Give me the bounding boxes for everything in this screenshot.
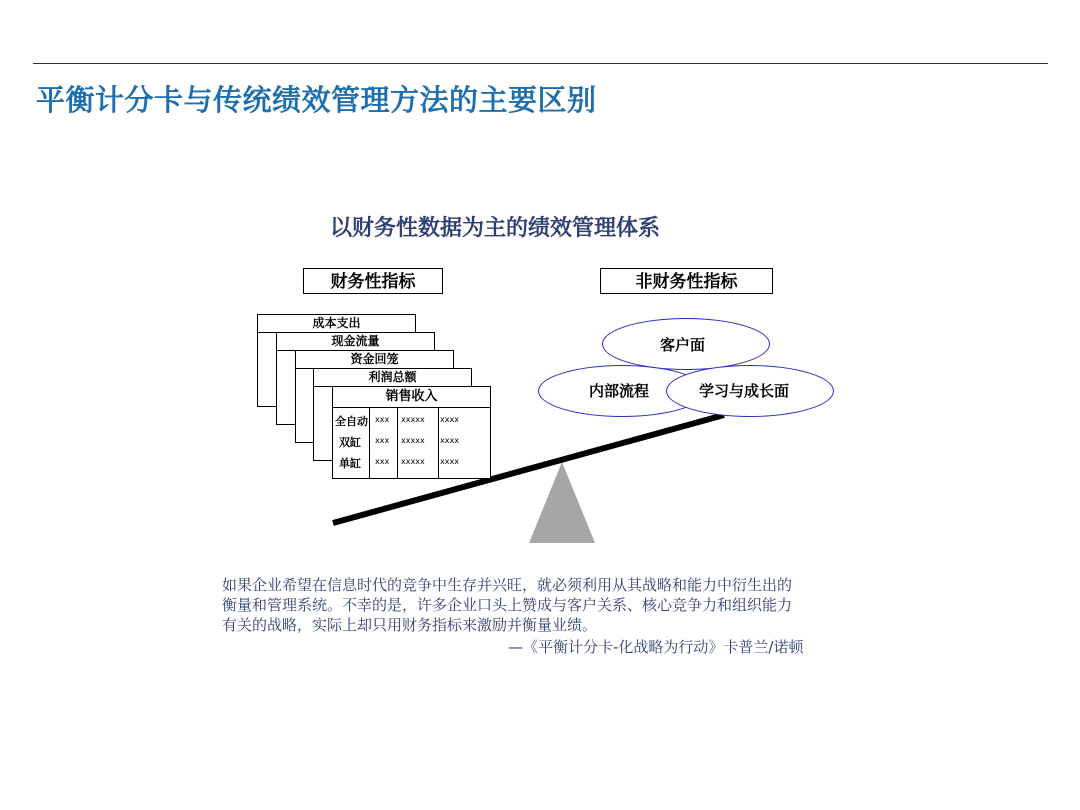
- report-sheet-title: 资金回笼: [296, 351, 453, 369]
- table-row: [333, 410, 490, 430]
- table-cell: xxxx: [440, 415, 459, 424]
- report-sheet-title: 销售收入: [333, 387, 490, 408]
- learning-growth-label: 学习与成长面: [699, 382, 790, 400]
- page-title: 平衡计分卡与传统绩效管理方法的主要区别: [36, 83, 597, 117]
- table-cell: xxxx: [440, 436, 459, 445]
- quote-line: 如果企业希望在信息时代的竞争中生存并兴旺，就必须利用从其战略和能力中衍生出的: [222, 576, 793, 594]
- table-cell: xxxxx: [401, 457, 425, 466]
- table-row: [333, 452, 490, 472]
- table-cell: xxx: [375, 457, 390, 466]
- financial-indicators-label: 财务性指标: [303, 268, 443, 294]
- table-cell: xxxx: [440, 457, 459, 466]
- table-cell: xxxxx: [401, 436, 425, 445]
- report-table: [333, 407, 490, 478]
- report-sheet-title: 利润总额: [314, 369, 471, 387]
- table-cell: xxxxx: [401, 415, 425, 424]
- report-sheet-title: 成本支出: [258, 315, 415, 333]
- customer-label: 客户面: [660, 336, 706, 354]
- quote-block: [222, 575, 882, 635]
- diagram-subtitle: 以财务性数据为主的绩效管理体系: [330, 216, 661, 241]
- quote-line: 衡量和管理系统。不幸的是，许多企业口头上赞成与客户关系、核心竞争力和组织能力: [222, 596, 793, 614]
- quote-line: 有关的战略，实际上却只用财务指标来激励并衡量业绩。: [222, 616, 598, 634]
- quote-source: —《平衡计分卡-化战略为行动》卡普兰/诺顿: [508, 638, 804, 656]
- row-label: 全自动: [335, 415, 368, 428]
- report-sheet-front: [332, 386, 491, 479]
- internal-process-label: 内部流程: [589, 382, 650, 400]
- row-label: 双缸: [339, 436, 361, 449]
- nonfinancial-indicators-label: 非财务性指标: [600, 268, 773, 294]
- report-sheet-title: 现金流量: [277, 333, 434, 351]
- fulcrum-triangle: [529, 462, 595, 543]
- table-cell: xxx: [375, 436, 390, 445]
- table-cell: xxx: [375, 415, 390, 424]
- table-row: [333, 431, 490, 451]
- row-label: 单缸: [339, 457, 361, 470]
